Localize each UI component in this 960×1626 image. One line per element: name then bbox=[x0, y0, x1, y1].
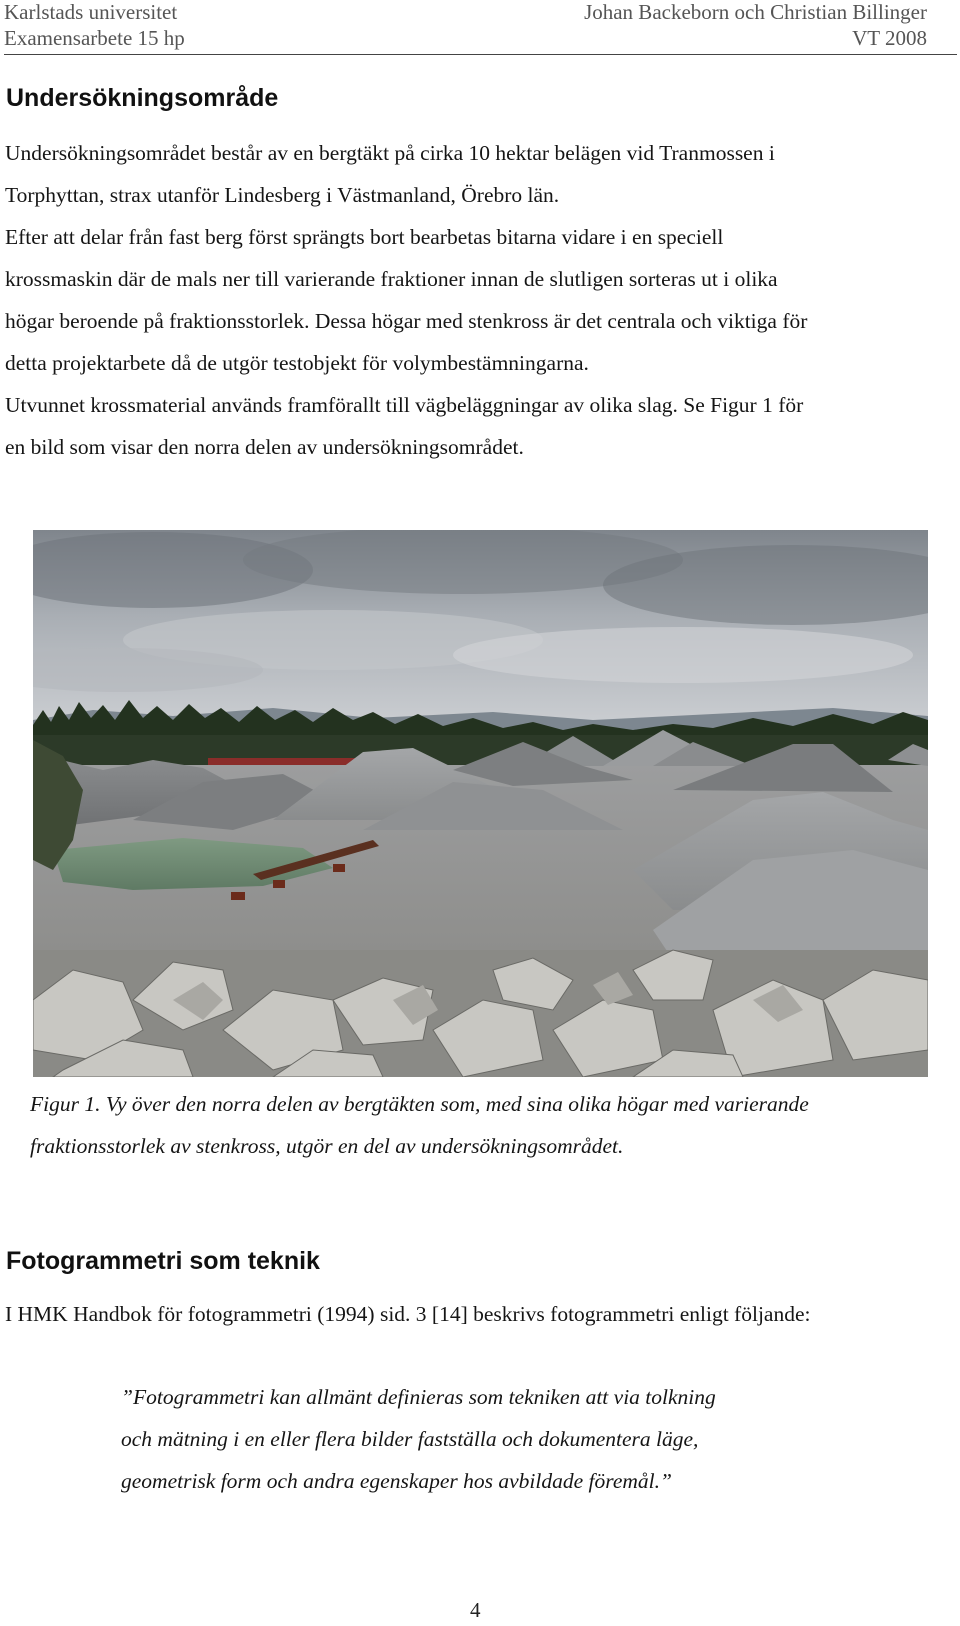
caption-line: Figur 1. Vy över den norra delen av bergtäkten som, med sina olika högar med varierande bbox=[30, 1092, 809, 1116]
header-right-line1: Johan Backeborn och Christian Billinger bbox=[584, 0, 927, 24]
paragraph-line: Torphyttan, strax utanför Lindesberg i Västmanland, Örebro län. bbox=[5, 183, 560, 207]
section2-intro: I HMK Handbok för fotogrammetri (1994) sid. 3 [14] beskrivs fotogrammetri enligt följande: bbox=[5, 1302, 811, 1326]
figure-quarry-photo bbox=[33, 530, 928, 1077]
paragraph-line: högar beroende på fraktionsstorlek. Dessa högar med stenkross är det centrala och viktiga för bbox=[5, 309, 808, 333]
paragraph-line: krossmaskin där de mals ner till varierande fraktioner innan de slutligen sorteras ut i olika bbox=[5, 267, 778, 291]
header-right-line2: VT 2008 bbox=[852, 26, 927, 50]
header-divider bbox=[4, 54, 957, 55]
paragraph-line: Undersökningsområdet består av en bergtäkt på cirka 10 hektar belägen vid Tranmossen i bbox=[5, 141, 775, 165]
paragraph-line: Utvunnet krossmaterial används framförallt till vägbeläggningar av olika slag. Se Figur 1 för bbox=[5, 393, 804, 417]
caption-line: fraktionsstorlek av stenkross, utgör en del av undersökningsområdet. bbox=[30, 1134, 624, 1158]
paragraph-line: en bild som visar den norra delen av undersökningsområdet. bbox=[5, 435, 524, 459]
quote-line: geometrisk form och andra egenskaper hos avbildade föremål.” bbox=[121, 1469, 672, 1493]
paragraph-line: detta projektarbete då de utgör testobjekt för volymbestämningarna. bbox=[5, 351, 589, 375]
figure-caption bbox=[30, 1083, 809, 1167]
section1-body bbox=[5, 132, 807, 468]
header-left-line1: Karlstads universitet bbox=[4, 0, 178, 24]
section-heading-undersokningsomrade: Undersökningsområde bbox=[6, 84, 279, 112]
quote-line: och mätning i en eller flera bilder fastställa och dokumentera läge, bbox=[121, 1427, 699, 1451]
header-left-line2: Examensarbete 15 hp bbox=[4, 26, 185, 50]
definition-quote bbox=[121, 1376, 716, 1502]
page-number: 4 bbox=[470, 1598, 481, 1622]
quote-line: ”Fotogrammetri kan allmänt definieras som tekniken att via tolkning bbox=[121, 1385, 716, 1409]
paragraph-line: Efter att delar från fast berg först sprängts bort bearbetas bitarna vidare i en speciell bbox=[5, 225, 724, 249]
section-heading-fotogrammetri: Fotogrammetri som teknik bbox=[6, 1247, 320, 1275]
